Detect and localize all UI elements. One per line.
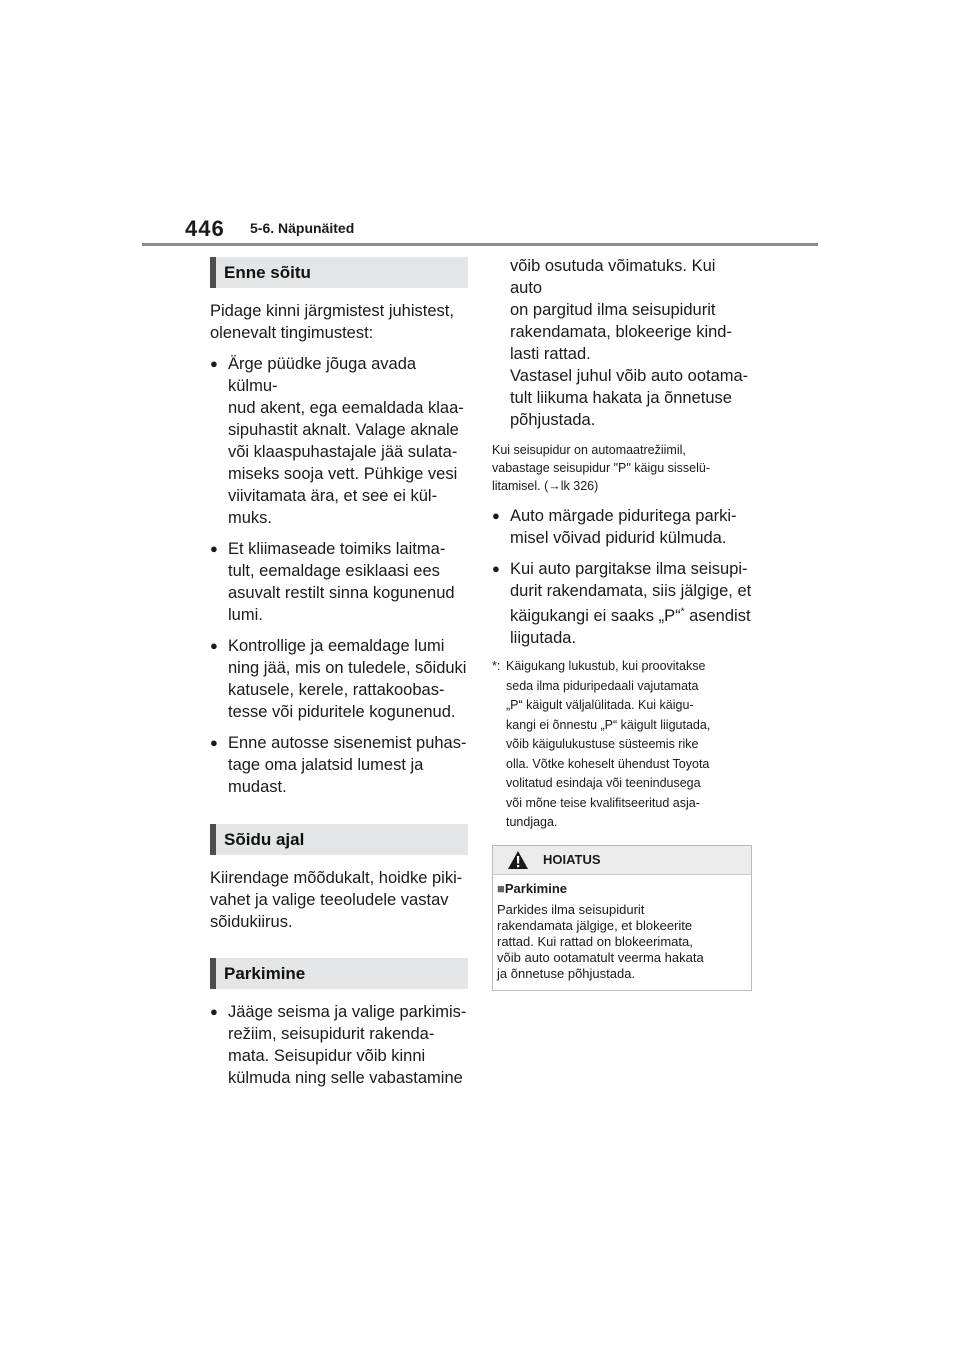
text-line: võib käigulukustuse süsteemis rike: [506, 737, 699, 751]
text-line: nud akent, ega eemaldada klaa-: [228, 399, 464, 417]
text-line: ja õnnetuse põhjustada.: [497, 965, 636, 981]
text-line: rattad. Kui rattad on blokeerimata,: [497, 933, 693, 949]
parking-bullet-continued: [492, 255, 752, 431]
text-line: Vastasel juhul võib auto ootama-: [510, 367, 749, 385]
text-line: Ärge püüdke jõuga avada külmu-: [228, 355, 417, 395]
bullet-dot-icon: ●: [210, 1004, 218, 1019]
text-line: volitatud esindaja või teenindusega: [506, 776, 701, 790]
text-line: tundjaga.: [506, 815, 558, 829]
text-line: või mõne teise kvalifitseeritud asja-: [506, 795, 700, 810]
before-intro: [210, 300, 468, 344]
text-line: mudast.: [228, 778, 287, 796]
text-line: olla. Võtke koheselt ühendust Toyota: [506, 756, 710, 771]
bullet-dot-icon: ●: [492, 508, 500, 523]
text-line: võib osutuda võimatuks. Kui auto: [510, 257, 716, 297]
text-line: „P“ käigult väljalülitada. Kui käigu-: [506, 698, 694, 712]
right-column: [492, 255, 752, 991]
text-line: sipuhastit aknalt. Valage aknale: [228, 421, 459, 439]
text-line: Kiirendage mõõdukalt, hoidke piki-: [210, 869, 463, 887]
warning-header: [493, 846, 751, 875]
text-span: käigukangi ei saaks „P“: [510, 607, 681, 625]
list-item: [210, 538, 468, 626]
text-line: seda ilma piduripedaali vajutamata: [506, 678, 699, 693]
square-bullet-icon: ■: [497, 880, 505, 896]
warning-subheading-text: Parkimine: [504, 880, 568, 896]
text-line: sõidukiirus.: [210, 913, 293, 931]
heading-parking: Parkimine: [210, 958, 468, 989]
driving-text: [210, 867, 468, 933]
text-line: [510, 605, 752, 627]
parking-brake-note: [492, 441, 752, 495]
text-line: tult liikuma hakata ja õnnetuse: [510, 389, 732, 407]
section-title: 5-6. Näpunäited: [250, 220, 355, 236]
text-line: on pargitud ilma seisupidurit: [510, 301, 716, 319]
text-line: rakendamata jälgige, et blokeerite: [497, 917, 693, 933]
text-line: Kui seisupidur on automaatrežiimil,: [492, 443, 686, 457]
footnote: [492, 657, 752, 833]
page-number: 446: [185, 216, 225, 241]
text-line: kangi ei õnnestu „P“ käigult liigutada,: [506, 717, 711, 732]
list-item: [210, 353, 468, 529]
text-line: viivitamata ära, et see ei kül-: [228, 487, 438, 505]
heading-while-driving: Sõidu ajal: [210, 824, 468, 855]
list-item: [492, 505, 752, 549]
text-line: külmuda ning selle vabastamine: [228, 1069, 463, 1087]
text-span: asendist: [684, 607, 751, 625]
bullet-dot-icon: ●: [210, 356, 218, 371]
warning-subheading: [497, 881, 747, 897]
text-line: lumi.: [228, 606, 263, 624]
text-line: Enne autosse sisenemist puhas-: [228, 734, 467, 752]
text-line: režiim, seisupidurit rakenda-: [228, 1025, 435, 1043]
text-line: asuvalt restilt sinna kogunenud: [228, 584, 455, 602]
warning-body: [493, 875, 751, 990]
text-line: muks.: [228, 509, 273, 527]
header-divider: [142, 243, 818, 246]
text-line: või klaaspuhastajale jää sulata-: [228, 443, 458, 461]
text-line: Parkides ilma seisupidurit: [497, 901, 645, 917]
text-line: Käigukang lukustub, kui proovitakse: [506, 659, 706, 673]
text-line: rakendamata, blokeerige kind-: [510, 323, 732, 341]
text-line: durit rakendamata, siis jälgige, et: [510, 582, 752, 600]
list-item: [210, 1001, 468, 1089]
text-line: vabastage seisupidur "P" käigu sisselü-: [492, 461, 711, 475]
text-line: Et kliimaseade toimiks laitma-: [228, 540, 446, 558]
bullet-dot-icon: ●: [492, 561, 500, 576]
text-line: vahet ja valige teeoludele vastav: [210, 891, 449, 909]
warning-triangle-icon: [507, 850, 529, 870]
bullet-dot-icon: ●: [210, 638, 218, 653]
text-line: Auto märgade piduritega parki-: [510, 507, 737, 525]
text-line: tage oma jalatsid lumest ja: [228, 756, 424, 774]
text-line: lasti rattad.: [510, 345, 591, 363]
heading-before-driving: Enne sõitu: [210, 257, 468, 288]
text-line: võib auto ootamatult veerma hakata: [497, 949, 704, 965]
list-item: [492, 558, 752, 649]
text-line: litamisel. (→lk 326): [492, 479, 599, 493]
text-line: tesse või piduritele kogunenud.: [228, 703, 456, 721]
warning-box: [492, 845, 752, 991]
text-line: tult, eemaldage esiklaasi ees: [228, 562, 440, 580]
text-line: põhjustada.: [510, 411, 596, 429]
text-line: Kui auto pargitakse ilma seisupi-: [510, 560, 748, 578]
text-line: Kontrollige ja eemaldage lumi: [228, 637, 445, 655]
text-line: miseks sooja vett. Pühkige vesi: [228, 465, 458, 483]
list-item: [210, 635, 468, 723]
footnote-reference: *: [680, 606, 685, 618]
text-line: mata. Seisupidur võib kinni: [228, 1047, 426, 1065]
text-line: Jääge seisma ja valige parkimis-: [228, 1003, 467, 1021]
footnote-mark: *:: [492, 659, 501, 673]
text-line: Pidage kinni järgmistest juhistest,: [210, 302, 454, 320]
text-line: olenevalt tingimustest:: [210, 324, 374, 342]
text-line: misel võivad pidurid külmuda.: [510, 529, 727, 547]
left-column: [210, 257, 468, 1089]
text-line: ning jää, mis on tuledele, sõiduki: [228, 659, 467, 677]
list-item: [210, 732, 468, 798]
text-line: katusele, kerele, rattakoobas-: [228, 681, 445, 699]
text-line: liigutada.: [510, 629, 577, 647]
bullet-dot-icon: ●: [210, 541, 218, 556]
bullet-dot-icon: ●: [210, 735, 218, 750]
warning-title: HOIATUS: [543, 851, 601, 867]
